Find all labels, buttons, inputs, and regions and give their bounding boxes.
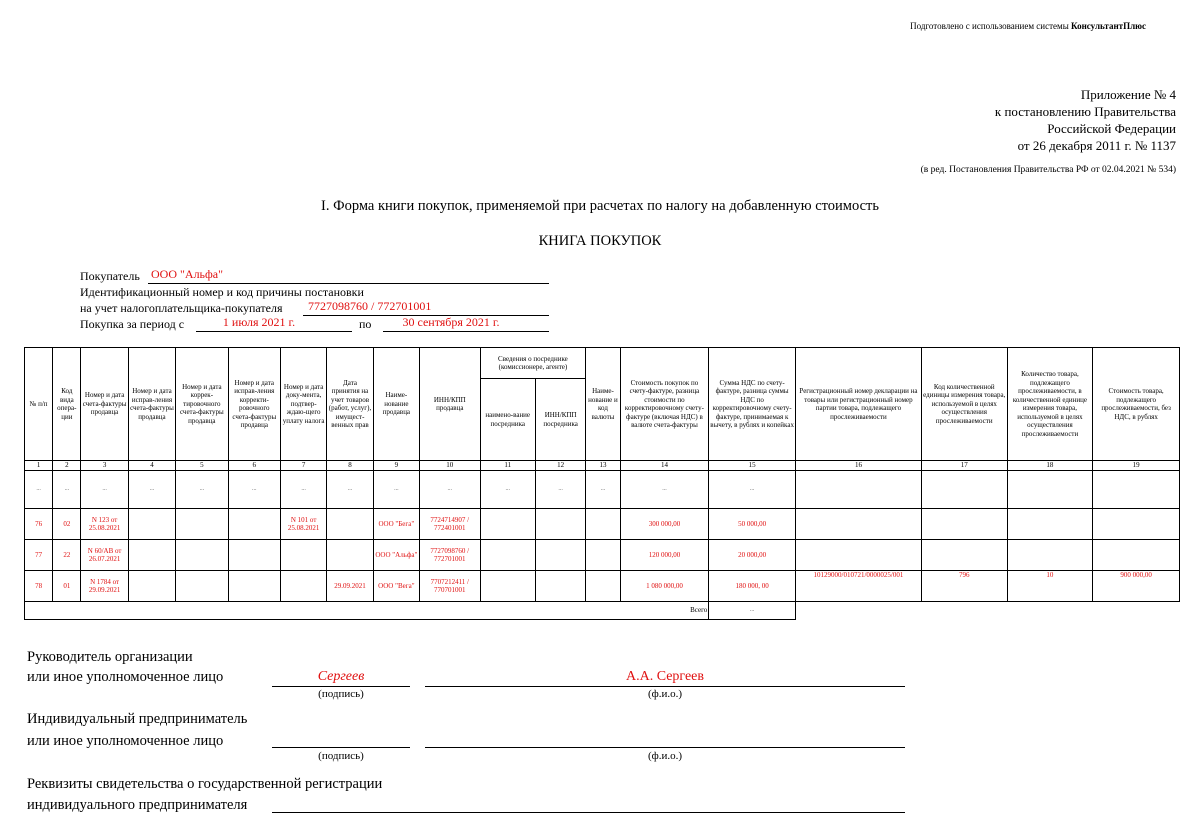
col-number: 9 bbox=[373, 461, 419, 471]
reg-label-2: индивидуального предпринимателя bbox=[27, 797, 248, 813]
header-c10: ИНН/КПП продавца bbox=[420, 348, 480, 461]
empty-cell bbox=[921, 471, 1007, 509]
empty-cell bbox=[1007, 471, 1093, 509]
period-from-underline bbox=[196, 331, 352, 332]
header-c15: Сумма НДС по счету-фактуре, разница суммы НДС по корректировочному счету-фактуре, принимаемая к вычету, в рублях и копейках bbox=[709, 348, 796, 461]
sign-caption: (подпись) bbox=[318, 750, 364, 762]
placeholder-row bbox=[25, 471, 1180, 509]
trace-cost bbox=[1093, 540, 1180, 571]
head-name-line bbox=[425, 686, 905, 687]
seller-inn: 7707212411 / 770701001 bbox=[420, 571, 480, 602]
placeholder-cell: ... bbox=[53, 471, 81, 509]
trace-quantity bbox=[1007, 509, 1093, 540]
appendix-line: к постановлению Правительства bbox=[994, 104, 1176, 119]
header-intermediary: Сведения о посреднике (комиссионере, агенте) bbox=[480, 348, 586, 379]
header-c3: Номер и дата счета-фактуры продавца bbox=[81, 348, 128, 461]
header-c9: Наиме-нование продавца bbox=[373, 348, 419, 461]
row-number: 76 bbox=[25, 509, 53, 540]
seller-name: ООО "Альфа" bbox=[373, 540, 419, 571]
prepared-note: Подготовлено с использованием системы КонсультантПлюс bbox=[910, 21, 1146, 31]
header-c17: Код количественной единицы измерения товара, используемой в целях осуществления прослеживаемости bbox=[921, 348, 1007, 461]
row-number: 77 bbox=[25, 540, 53, 571]
consultant-brand: КонсультантПлюс bbox=[1071, 21, 1146, 31]
header-c12: ИНН/КПП посредника bbox=[535, 379, 585, 461]
header-c13: Наиме-нование и код валюты bbox=[586, 348, 620, 461]
header-c11: наимено-вание посредника bbox=[480, 379, 535, 461]
unit-code bbox=[921, 509, 1007, 540]
trace-quantity bbox=[1007, 540, 1093, 571]
accept-date bbox=[327, 540, 373, 571]
header-c6: Номер и дата исправ-ления корректи-ровочного счета-фактуры продавца bbox=[228, 348, 280, 461]
col-number: 2 bbox=[53, 461, 81, 471]
operation-code: 01 bbox=[53, 571, 81, 602]
placeholder-cell: ... bbox=[420, 471, 480, 509]
header-c18: Количество товара, подлежащего прослеживаемости, в количественной единице измерения товара, используемой в целях осуществления прослеживаемости bbox=[1007, 348, 1093, 461]
seller-name: ООО "Бега" bbox=[373, 509, 419, 540]
placeholder-cell: ... bbox=[81, 471, 128, 509]
vat-amount: 180 000, 00 bbox=[709, 571, 796, 602]
purchase-cost: 120 000,00 bbox=[620, 540, 709, 571]
form-title: I. Форма книги покупок, применяемой при расчетах по налогу на добавленную стоимость bbox=[321, 198, 879, 214]
placeholder-cell: ... bbox=[709, 471, 796, 509]
placeholder-cell: ... bbox=[620, 471, 709, 509]
registration-number bbox=[795, 540, 921, 571]
placeholder-cell: ... bbox=[586, 471, 620, 509]
col-number: 3 bbox=[81, 461, 128, 471]
seller-inn: 7724714907 / 772401001 bbox=[420, 509, 480, 540]
head-signature-line bbox=[272, 686, 410, 687]
invoice-number: N 1784 от 29.09.2021 bbox=[81, 571, 128, 602]
vat-amount: 50 000,00 bbox=[709, 509, 796, 540]
fio-caption: (ф.и.о.) bbox=[647, 688, 683, 700]
unit-code: 796 bbox=[921, 571, 1007, 602]
empty-cell bbox=[1093, 471, 1180, 509]
col-number: 11 bbox=[480, 461, 535, 471]
appendix-line: от 26 декабря 2011 г. № 1137 bbox=[1017, 138, 1176, 153]
payment-document bbox=[280, 540, 326, 571]
placeholder-cell: ... bbox=[327, 471, 373, 509]
sign-caption: (подпись) bbox=[318, 688, 364, 700]
ip-label-2: или иное уполномоченное лицо bbox=[27, 733, 224, 749]
head-name: А.А. Сергеев bbox=[625, 669, 705, 684]
inn-label-2: на учет налогоплательщика-покупателя bbox=[80, 301, 283, 315]
placeholder-cell: ... bbox=[25, 471, 53, 509]
col-number: 1 bbox=[25, 461, 53, 471]
table-row bbox=[25, 540, 1180, 571]
col-number: 16 bbox=[795, 461, 921, 471]
registration-number: 10129000/010721/0000025/001 bbox=[795, 571, 921, 602]
head-label-2: или иное уполномоченное лицо bbox=[27, 669, 224, 685]
appendix-block bbox=[995, 86, 1176, 154]
header-c16: Регистрационный номер декларации на товары или регистрационный номер партии товара, подлежащего прослеживаемости bbox=[795, 348, 921, 461]
period-to-underline bbox=[383, 331, 549, 332]
book-title: КНИГА ПОКУПОК bbox=[538, 233, 662, 249]
ip-name-line bbox=[425, 747, 905, 748]
fio-caption: (ф.и.о.) bbox=[647, 750, 683, 762]
empty-cell bbox=[795, 471, 921, 509]
header-c1: № п/п bbox=[25, 348, 53, 461]
placeholder-cell: ... bbox=[373, 471, 419, 509]
reg-label-1: Реквизиты свидетельства о государственной регистрации bbox=[27, 776, 383, 792]
total-row bbox=[25, 602, 1180, 620]
head-label-1: Руководитель организации bbox=[27, 649, 193, 665]
placeholder-cell: ... bbox=[280, 471, 326, 509]
registration-number bbox=[795, 509, 921, 540]
table-row bbox=[25, 571, 1180, 602]
purchase-cost: 300 000,00 bbox=[620, 509, 709, 540]
col-number: 5 bbox=[176, 461, 228, 471]
buyer-label: Покупатель bbox=[80, 269, 140, 283]
total-value: ... bbox=[709, 602, 796, 620]
purchase-book-table bbox=[24, 347, 1180, 620]
payment-document bbox=[280, 571, 326, 602]
unit-code bbox=[921, 540, 1007, 571]
col-number: 18 bbox=[1007, 461, 1093, 471]
ip-label-1: Индивидуальный предприниматель bbox=[27, 711, 248, 727]
trace-quantity: 10 bbox=[1007, 571, 1093, 602]
header-c2: Код вида опера-ции bbox=[53, 348, 81, 461]
invoice-number: N 123 от 25.08.2021 bbox=[81, 509, 128, 540]
placeholder-cell: ... bbox=[176, 471, 228, 509]
operation-code: 02 bbox=[53, 509, 81, 540]
appendix-line: Приложение № 4 bbox=[1080, 87, 1176, 102]
col-number: 12 bbox=[535, 461, 585, 471]
trace-cost: 900 000,00 bbox=[1093, 571, 1180, 602]
row-number: 78 bbox=[25, 571, 53, 602]
seller-inn: 7727098760 / 772701001 bbox=[420, 540, 480, 571]
period-to-label: по bbox=[359, 317, 372, 331]
col-number: 6 bbox=[228, 461, 280, 471]
ip-signature-line bbox=[272, 747, 410, 748]
placeholder-cell: ... bbox=[535, 471, 585, 509]
placeholder-cell: ... bbox=[128, 471, 175, 509]
col-number: 14 bbox=[620, 461, 709, 471]
col-number: 17 bbox=[921, 461, 1007, 471]
invoice-number: N 60/АВ от 26.07.2021 bbox=[81, 540, 128, 571]
period-from: 1 июля 2021 г. bbox=[222, 315, 296, 329]
inn-value: 7727098760 / 772701001 bbox=[308, 299, 432, 313]
inn-label-1: Идентификационный номер и код причины постановки bbox=[80, 285, 364, 299]
accept-date bbox=[327, 509, 373, 540]
revision-note: (в ред. Постановления Правительства РФ от 02.04.2021 № 534) bbox=[920, 165, 1176, 175]
reg-details-line bbox=[272, 812, 905, 813]
header-c19: Стоимость товара, подлежащего прослеживаемости, без НДС, в рублях bbox=[1093, 348, 1180, 461]
col-number: 19 bbox=[1093, 461, 1180, 471]
payment-document: N 101 от 25.08.2021 bbox=[280, 509, 326, 540]
header-c5: Номер и дата коррек-тировочного счета-фактуры продавца bbox=[176, 348, 228, 461]
period-label: Покупка за период с bbox=[80, 317, 185, 331]
period-to: 30 сентября 2021 г. bbox=[402, 315, 500, 329]
col-number: 4 bbox=[128, 461, 175, 471]
trace-cost bbox=[1093, 509, 1180, 540]
appendix-line: Российской Федерации bbox=[1047, 121, 1176, 136]
header-c7: Номер и дата доку-мента, подтвер-ждаю-щего уплату налога bbox=[280, 348, 326, 461]
operation-code: 22 bbox=[53, 540, 81, 571]
table-row bbox=[25, 509, 1180, 540]
header-c4: Номер и дата исправ-ления счета-фактуры продавца bbox=[128, 348, 175, 461]
vat-amount: 20 000,00 bbox=[709, 540, 796, 571]
col-number: 10 bbox=[420, 461, 480, 471]
buyer-value: ООО "Альфа" bbox=[151, 267, 224, 281]
col-number: 8 bbox=[327, 461, 373, 471]
header-c14: Стоимость покупок по счету-фактуре, разница стоимости по корректировочному счету-фактуре (включая НДС) в валюте счета-фактуры bbox=[620, 348, 709, 461]
purchase-cost: 1 080 000,00 bbox=[620, 571, 709, 602]
accept-date: 29.09.2021 bbox=[327, 571, 373, 602]
total-label: Всего bbox=[25, 602, 709, 620]
col-number: 13 bbox=[586, 461, 620, 471]
col-number: 15 bbox=[709, 461, 796, 471]
placeholder-cell: ... bbox=[480, 471, 535, 509]
col-number: 7 bbox=[280, 461, 326, 471]
head-signature: Сергеев bbox=[317, 669, 365, 684]
header-c8: Дата принятия на учет товаров (работ, услуг), имущест-венных прав bbox=[327, 348, 373, 461]
placeholder-cell: ... bbox=[228, 471, 280, 509]
seller-name: ООО "Вега" bbox=[373, 571, 419, 602]
